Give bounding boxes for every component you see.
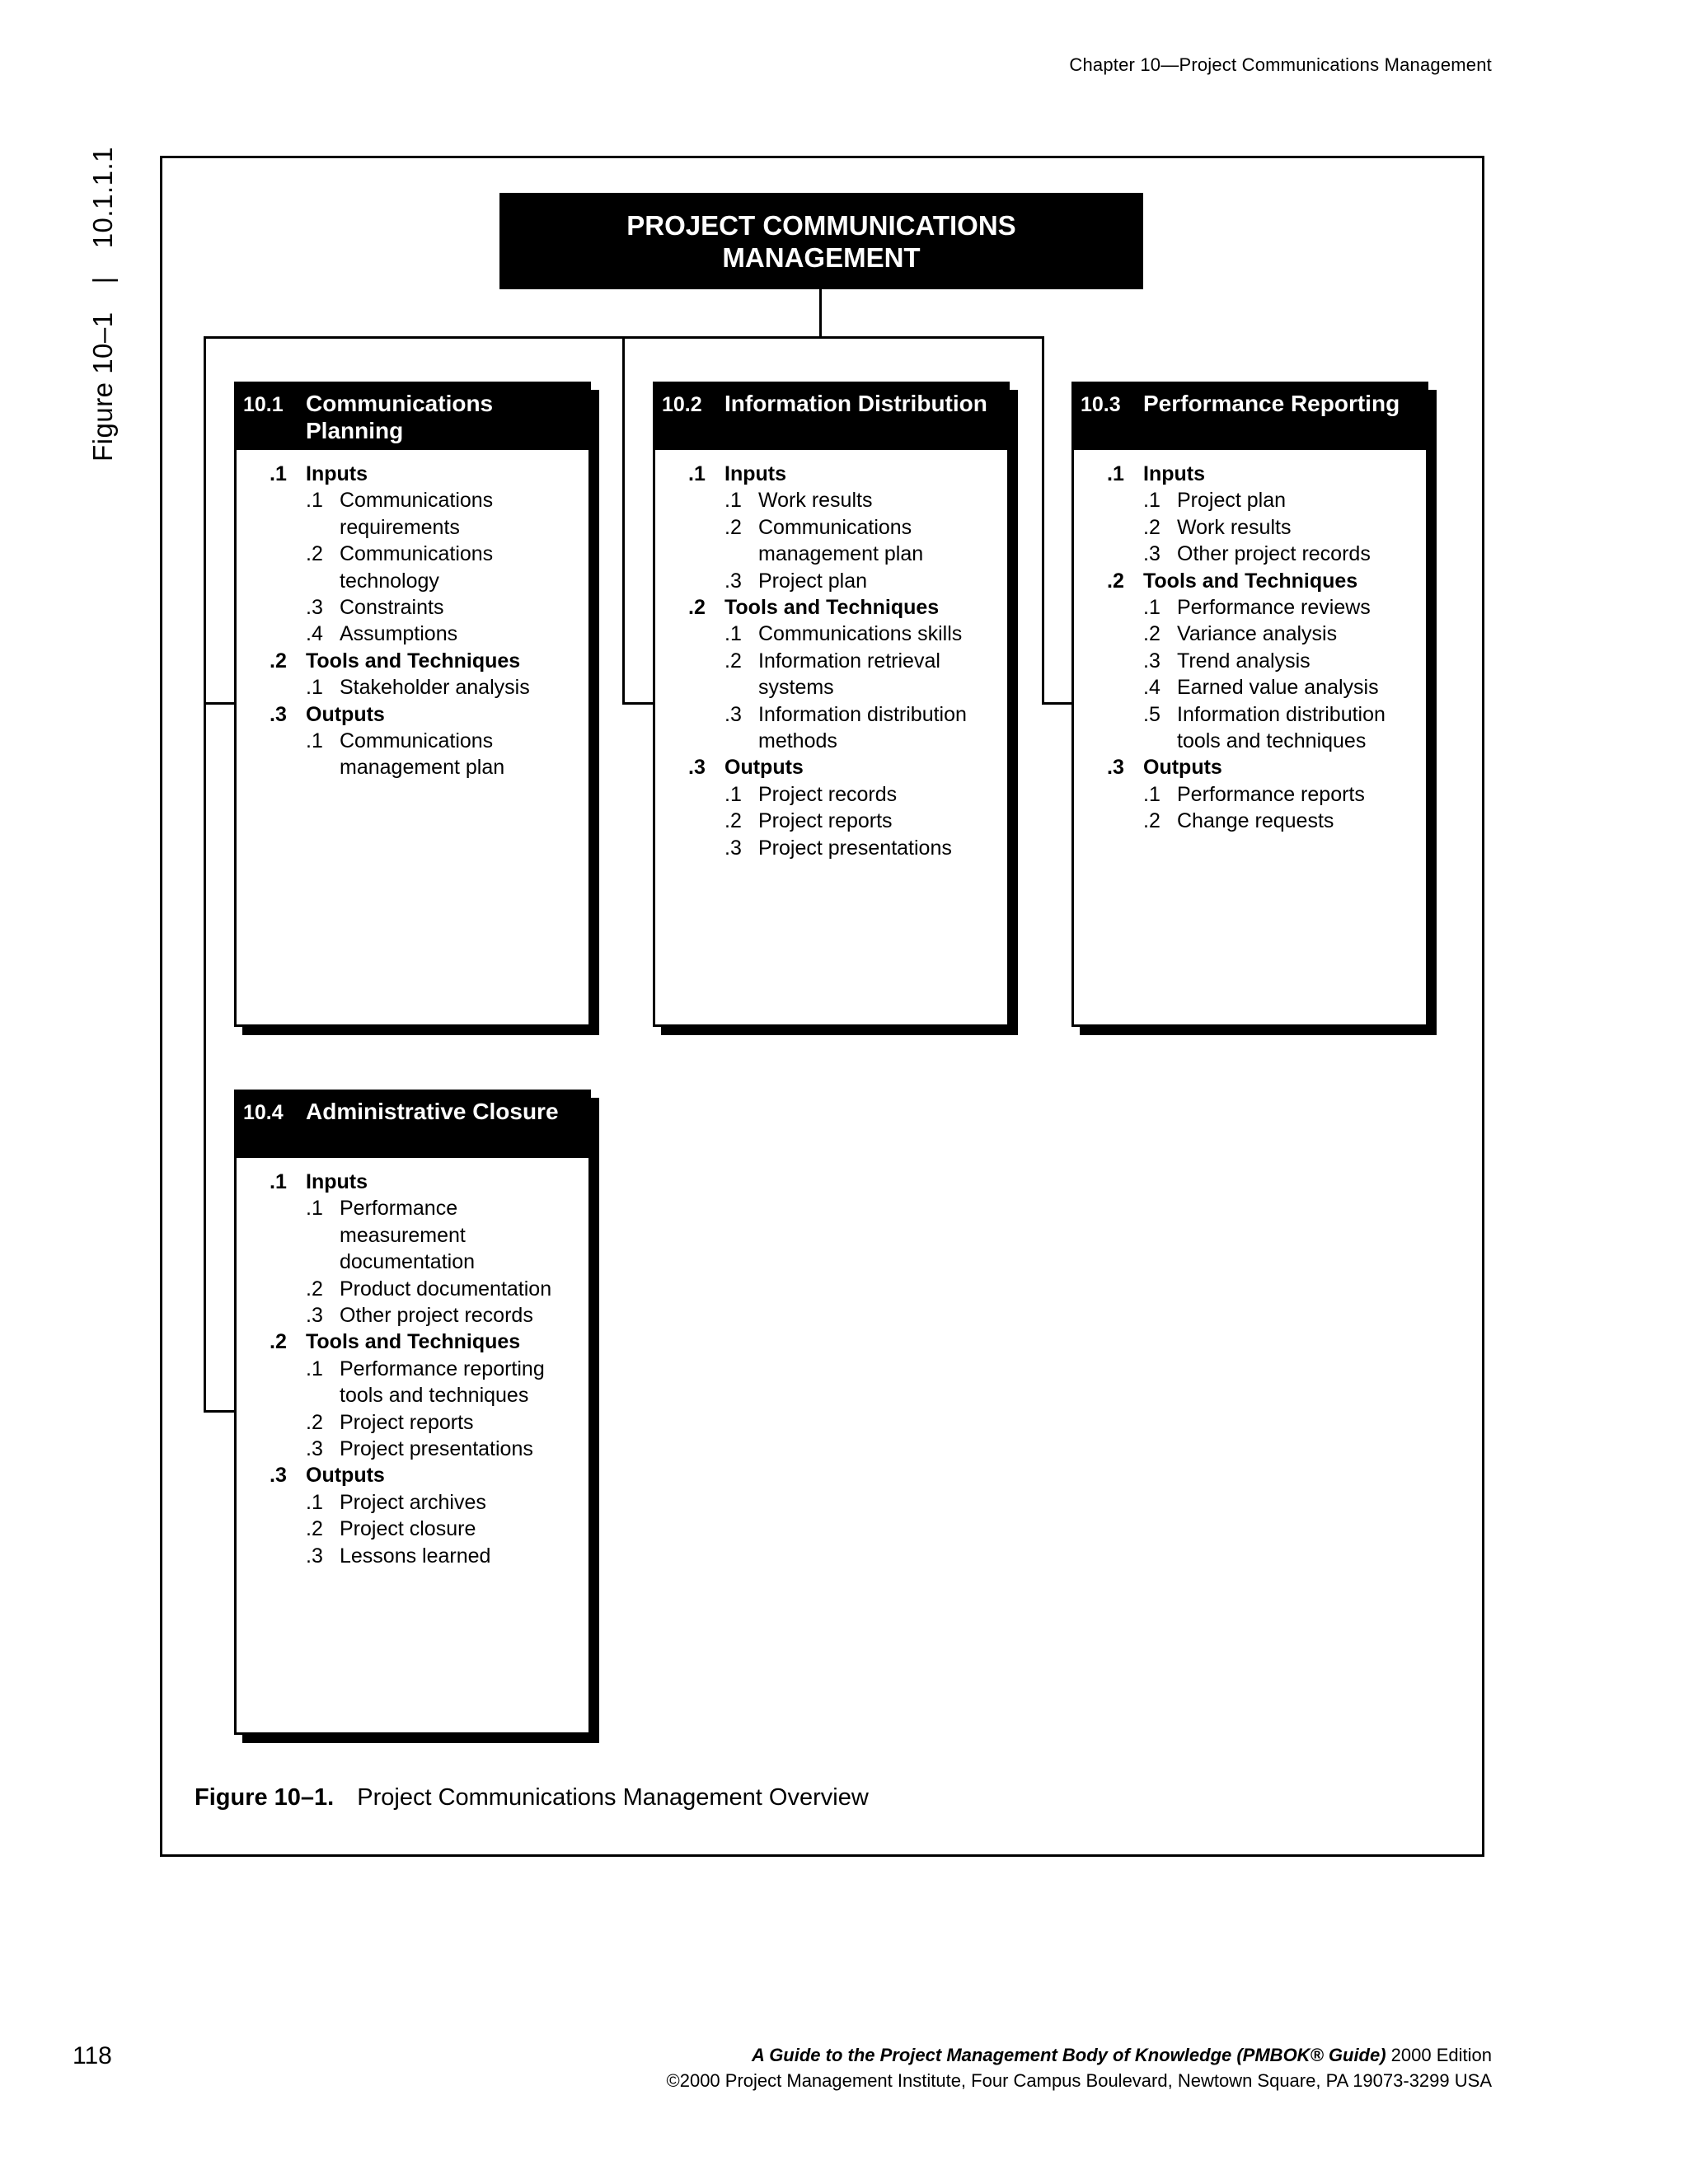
list-item-number: .3	[306, 1437, 323, 1461]
caption-label: Figure 10–1.	[195, 1784, 335, 1811]
section-number: .1	[1107, 462, 1124, 485]
process-header	[653, 382, 1010, 450]
process-section	[234, 648, 591, 701]
list-item	[234, 1489, 591, 1516]
section-number: .3	[1107, 756, 1124, 780]
section-heading	[234, 461, 591, 487]
process-section	[234, 1169, 591, 1329]
list-item-text: Communications technology	[340, 542, 494, 593]
side-label-separator: |	[87, 276, 118, 284]
process-box-10-3	[1071, 382, 1428, 1027]
section-heading	[1071, 568, 1428, 594]
section-heading	[653, 754, 1010, 780]
list-item	[1071, 781, 1428, 808]
list-item	[653, 568, 1010, 594]
list-item-number: .2	[1143, 809, 1160, 833]
list-item	[1071, 541, 1428, 567]
process-box-10-1	[234, 382, 591, 1027]
root-title-line2: MANAGEMENT	[722, 241, 921, 273]
process-section	[234, 701, 591, 781]
connector-right-drop	[1042, 336, 1044, 705]
process-number: 10.1	[243, 393, 284, 416]
list-item-number: .1	[306, 676, 323, 700]
process-section	[234, 1462, 591, 1569]
process-body	[653, 461, 1010, 861]
list-item-text: Project records	[758, 782, 898, 806]
list-item-text: Information retrieval systems	[758, 649, 940, 700]
list-item-number: .3	[306, 1544, 323, 1568]
list-item-number: .2	[724, 809, 742, 833]
footer-title: A Guide to the Project Management Body of Knowledge (PMBOK® Guide)	[752, 2045, 1386, 2065]
caption-text: Project Communications Management Overview	[357, 1784, 869, 1811]
list-item-number: .1	[1143, 782, 1160, 806]
side-label-ref: 10.1.1.1	[87, 147, 118, 249]
list-item-text: Assumptions	[340, 622, 458, 646]
list-item-text: Change requests	[1177, 809, 1334, 833]
footer-copyright: ©2000 Project Management Institute, Four Campus Boulevard, Newtown Square, PA 19073-3299 USA	[666, 2070, 1492, 2091]
list-item-text: Other project records	[340, 1304, 533, 1328]
list-item-text: Project plan	[758, 569, 868, 593]
process-section	[653, 754, 1010, 861]
list-item-number: .2	[306, 1277, 323, 1301]
process-section	[1071, 568, 1428, 755]
list-item-text: Project reports	[758, 809, 893, 833]
list-item-text: Project reports	[340, 1410, 474, 1434]
list-item-text: Communications management plan	[758, 515, 924, 566]
section-label: Outputs	[306, 1464, 385, 1488]
list-item-text: Information distribution tools and techniques	[1177, 702, 1386, 753]
page-footer	[667, 2042, 1492, 2093]
list-item-text: Lessons learned	[340, 1544, 491, 1568]
list-item	[234, 1409, 591, 1436]
section-label: Inputs	[724, 462, 786, 485]
list-item-text: Performance reporting tools and techniques	[340, 1357, 545, 1408]
section-heading	[234, 701, 591, 728]
list-item	[1071, 808, 1428, 834]
process-section	[1071, 754, 1428, 834]
list-item-number: .1	[306, 1357, 323, 1380]
list-item-text: Work results	[758, 489, 873, 513]
list-item-number: .3	[1143, 649, 1160, 673]
list-item-number: .4	[306, 622, 323, 646]
list-item-number: .4	[1143, 676, 1160, 700]
list-item-number: .3	[724, 569, 742, 593]
process-number: 10.4	[243, 1101, 284, 1124]
list-item-text: Information distribution methods	[758, 702, 967, 753]
list-item-text: Performance reports	[1177, 782, 1365, 806]
list-item-number: .2	[306, 1517, 323, 1541]
section-heading	[234, 1329, 591, 1355]
list-item-number: .1	[724, 622, 742, 646]
section-number: .2	[688, 596, 706, 620]
list-item	[234, 541, 591, 594]
list-item-text: Variance analysis	[1177, 622, 1338, 646]
section-label: Outputs	[306, 702, 385, 726]
root-title-line1: PROJECT COMMUNICATIONS	[626, 209, 1016, 241]
process-body	[234, 461, 591, 781]
list-item	[234, 1302, 591, 1329]
process-title: Information Distribution	[724, 391, 987, 416]
list-item	[1071, 648, 1428, 674]
list-item	[1071, 621, 1428, 647]
process-section	[234, 461, 591, 648]
section-number: .3	[270, 702, 287, 726]
list-item-number: .1	[1143, 489, 1160, 513]
list-item-text: Communications requirements	[340, 489, 494, 539]
list-item	[653, 781, 1010, 808]
list-item-text: Performance reviews	[1177, 596, 1371, 619]
page-number: 118	[73, 2042, 112, 2069]
running-head: Chapter 10—Project Communications Management	[1069, 54, 1492, 75]
section-number: .3	[270, 1464, 287, 1488]
section-label: Outputs	[724, 756, 804, 780]
list-item-text: Project presentations	[340, 1437, 533, 1461]
list-item-text: Project plan	[1177, 489, 1287, 513]
connector-stub-10-1	[204, 702, 237, 705]
section-number: .3	[688, 756, 706, 780]
list-item-number: .1	[724, 782, 742, 806]
process-box-10-4	[234, 1090, 591, 1735]
list-item-text: Work results	[1177, 515, 1292, 539]
section-heading	[234, 648, 591, 674]
list-item	[234, 594, 591, 621]
list-item-number: .2	[1143, 515, 1160, 539]
section-label: Outputs	[1143, 756, 1222, 780]
section-number: .2	[270, 1330, 287, 1354]
process-section	[1071, 461, 1428, 568]
list-item	[234, 621, 591, 647]
section-label: Inputs	[306, 1170, 368, 1193]
list-item	[1071, 514, 1428, 541]
process-section	[234, 1329, 591, 1462]
section-label: Tools and Techniques	[724, 596, 940, 620]
list-item-number: .1	[724, 489, 742, 513]
list-item	[234, 1543, 591, 1569]
list-item-number: .2	[724, 649, 742, 673]
process-header	[234, 1090, 591, 1158]
list-item-number: .1	[306, 1490, 323, 1514]
connector-stub-10-4	[204, 1410, 237, 1413]
list-item-text: Project archives	[340, 1490, 486, 1514]
list-item	[234, 487, 591, 541]
process-title: Performance Reporting	[1143, 391, 1400, 416]
list-item-number: .2	[306, 1410, 323, 1434]
section-number: .2	[270, 649, 287, 673]
process-header	[1071, 382, 1428, 450]
list-item-text: Earned value analysis	[1177, 676, 1379, 700]
list-item-number: .3	[724, 836, 742, 860]
process-section	[653, 594, 1010, 754]
process-number: 10.2	[662, 393, 702, 416]
list-item-number: .5	[1143, 702, 1160, 726]
list-item-number: .1	[306, 489, 323, 513]
figure-caption	[195, 1784, 869, 1811]
list-item-number: .3	[1143, 542, 1160, 566]
list-item-text: Communications skills	[758, 622, 963, 646]
section-number: .2	[1107, 569, 1124, 593]
process-number: 10.3	[1081, 393, 1121, 416]
section-heading	[653, 594, 1010, 621]
list-item	[653, 835, 1010, 861]
list-item	[234, 1356, 591, 1409]
list-item-number: .1	[306, 1197, 323, 1221]
process-section	[653, 461, 1010, 594]
process-header	[234, 382, 591, 450]
connector-root-stem	[819, 289, 822, 339]
list-item	[1071, 487, 1428, 513]
list-item-number: .2	[1143, 622, 1160, 646]
process-title: Administrative Closure	[306, 1099, 559, 1124]
process-box-10-2	[653, 382, 1010, 1027]
list-item-number: .2	[724, 515, 742, 539]
list-item	[1071, 674, 1428, 701]
section-label: Tools and Techniques	[306, 1330, 521, 1354]
section-label: Tools and Techniques	[1143, 569, 1358, 593]
list-item	[234, 1276, 591, 1302]
process-title: Communications Planning	[306, 391, 494, 443]
section-heading	[234, 1169, 591, 1195]
list-item-text: Trend analysis	[1177, 649, 1311, 673]
list-item-text: Performance measurement documentation	[340, 1197, 476, 1274]
figure-side-label	[87, 147, 119, 462]
connector-stub-10-3	[1042, 702, 1075, 705]
list-item	[234, 728, 591, 781]
list-item-number: .1	[306, 729, 323, 753]
list-item	[234, 1516, 591, 1542]
process-body	[1071, 461, 1428, 835]
section-number: .1	[270, 1170, 287, 1193]
section-heading	[1071, 461, 1428, 487]
section-number: .1	[688, 462, 706, 485]
list-item	[653, 701, 1010, 755]
footer-edition: 2000 Edition	[1386, 2045, 1492, 2065]
list-item-text: Project presentations	[758, 836, 952, 860]
list-item	[1071, 594, 1428, 621]
process-body	[234, 1169, 591, 1569]
list-item-number: .3	[306, 596, 323, 620]
list-item-text: Product documentation	[340, 1277, 552, 1301]
section-label: Inputs	[1143, 462, 1205, 485]
list-item	[234, 1195, 591, 1275]
section-number: .1	[270, 462, 287, 485]
list-item-number: .2	[306, 542, 323, 566]
list-item	[653, 487, 1010, 513]
section-heading	[234, 1462, 591, 1488]
connector-left-trunk	[204, 336, 206, 1413]
list-item	[653, 621, 1010, 647]
root-process-title	[499, 193, 1143, 289]
connector-stub-10-2	[622, 702, 655, 705]
list-item	[234, 1436, 591, 1462]
list-item-text: Project closure	[340, 1517, 476, 1541]
list-item-text: Communications management plan	[340, 729, 505, 780]
list-item	[234, 674, 591, 701]
list-item	[653, 514, 1010, 568]
list-item-number: .3	[306, 1304, 323, 1328]
list-item-text: Stakeholder analysis	[340, 676, 530, 700]
list-item-text: Constraints	[340, 596, 444, 620]
list-item	[653, 648, 1010, 701]
list-item	[1071, 701, 1428, 755]
section-heading	[653, 461, 1010, 487]
list-item-number: .3	[724, 702, 742, 726]
list-item-number: .1	[1143, 596, 1160, 619]
section-label: Inputs	[306, 462, 368, 485]
side-label-figure: Figure 10–1	[87, 312, 118, 462]
section-heading	[1071, 754, 1428, 780]
section-label: Tools and Techniques	[306, 649, 521, 673]
list-item-text: Other project records	[1177, 542, 1371, 566]
list-item	[653, 808, 1010, 834]
connector-mid-drop	[622, 336, 625, 705]
